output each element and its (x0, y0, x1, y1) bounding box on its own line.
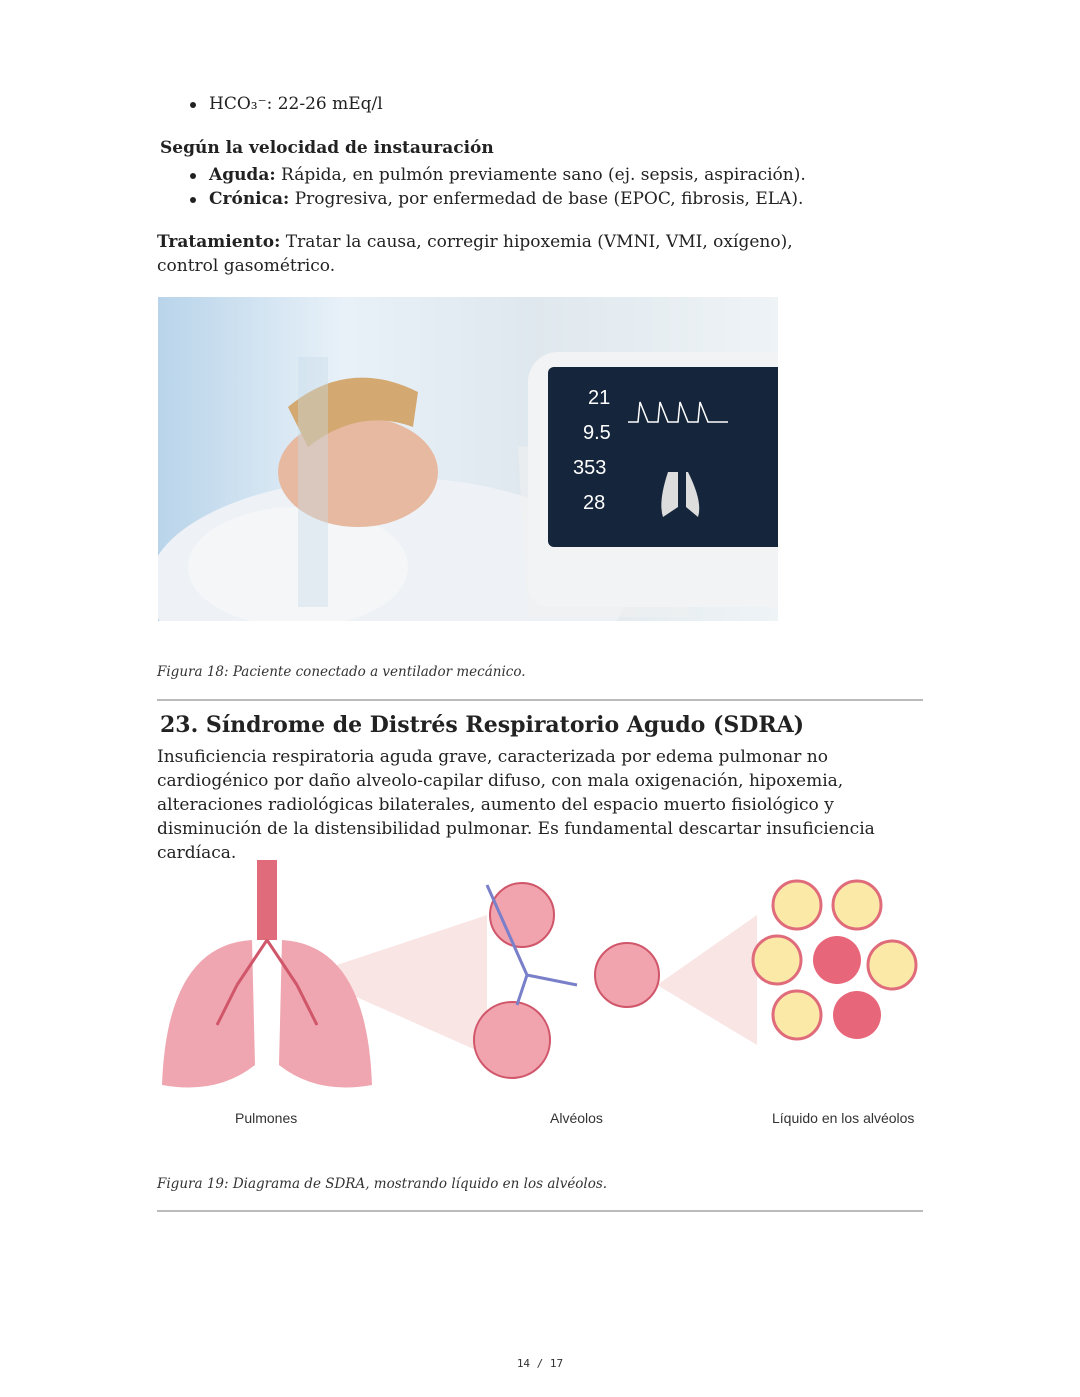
monitor-value: 28 (583, 492, 606, 514)
trachea (257, 860, 277, 940)
monitor-screen (548, 367, 778, 547)
divider (157, 1210, 923, 1212)
bullet-label: HCO₃⁻ (209, 94, 267, 114)
sdra-diagram (157, 855, 923, 1135)
bullet-value: : 22-26 mEq/l (266, 94, 383, 114)
section-title: 23. Síndrome de Distrés Respiratorio Agudo (SDRA) (160, 712, 805, 738)
monitor-value: 21 (588, 387, 611, 409)
onset-list (157, 163, 806, 211)
section-body: Insuficiencia respiratoria aguda grave, caracterizada por edema pulmonar no cardiogénico por daño alveolo-capilar difuso, con mala oxigenación, hipoxemia, alteraciones radiológicas bilaterales, aumento del espacio muerto fisiológico y disminución de la distensibilidad pulmonar. Es fundamental descartar insuficiencia cardíaca. (157, 747, 875, 863)
definition: Progresiva, por enfermedad de base (EPOC, fibrosis, ELA). (289, 189, 804, 209)
list-item (157, 92, 383, 116)
figure-18-caption: Figura 18: Paciente conectado a ventilador mecánico. (157, 664, 526, 680)
term: Aguda: (209, 165, 276, 185)
diagram-label-lungs: Pulmones (235, 1110, 298, 1126)
definition: Tratar la causa, corregir hipoxemia (VMNI, VMI, oxígeno), control gasométrico. (157, 232, 793, 276)
subheading: Según la velocidad de instauración (160, 138, 494, 158)
list-item (157, 163, 806, 187)
diagram-label-alveoli: Alvéolos (550, 1110, 603, 1126)
fluid-alveoli (753, 881, 916, 1039)
divider (157, 699, 923, 701)
figure-19-caption: Figura 19: Diagrama de SDRA, mostrando líquido en los alvéolos. (157, 1176, 608, 1192)
left-lung (162, 940, 255, 1088)
list-item (157, 187, 806, 211)
ventilator-monitor (528, 352, 778, 607)
gas-values-list (157, 92, 383, 116)
definition: Rápida, en pulmón previamente sano (ej. sepsis, aspiración). (275, 165, 806, 185)
ventilator-photo (158, 297, 778, 621)
monitor-value: 9.5 (583, 422, 611, 444)
treatment-paragraph (157, 230, 857, 278)
term: Crónica: (209, 189, 290, 209)
waveform-lung-icon (628, 392, 738, 522)
page-number: 14 / 17 (516, 1357, 564, 1370)
monitor-value: 353 (573, 457, 607, 479)
term: Tratamiento: (157, 232, 281, 252)
diagram-label-fluid: Líquido en los alvéolos (772, 1110, 915, 1126)
